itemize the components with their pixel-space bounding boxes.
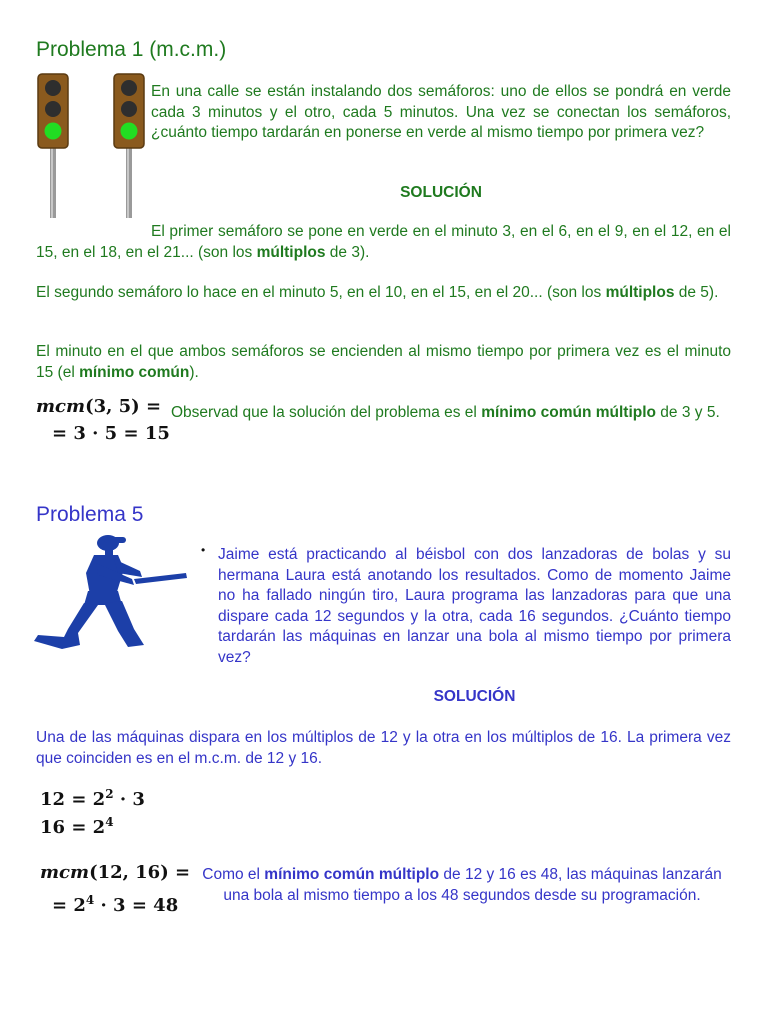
problem5-factorization-16: $16 = 2^4$ [40, 815, 114, 838]
problem5-formula-line2: = $2^4 \cdot 3 = 48$ [52, 893, 179, 916]
problem1-solution-label: SOLUCIÓN [400, 184, 482, 201]
problem5-formula-line1: mcm(12, 16) = [40, 862, 191, 883]
baseball-batter-icon [34, 533, 190, 651]
problem1-paragraph3: El minuto en el que ambos semáforos se encienden al mismo tiempo por primera vez es el minuto 15 (el mínimo común). [36, 343, 731, 381]
problem1-observation: Observad que la solución del problema es el mínimo común múltiplo de 3 y 5. [171, 404, 720, 421]
problem1-title: Problema 1 (m.c.m.) [36, 38, 227, 61]
traffic-light-icon [36, 72, 72, 218]
problem5-title: Problema 5 [36, 503, 144, 526]
bullet-marker: • [201, 543, 206, 557]
problem5-conclusion: Como el mínimo común múltiplo de 12 y 16 es 48, las máquinas lanzarán una bola al mismo tiempo a los 48 segundos desde su programación. [202, 866, 722, 904]
problem5-statement: Jaime está practicando al béisbol con dos lanzadoras de bolas y su hermana Laura está anotando los resultados. Como de momento Jaime no ha fallado ningún tiro, Laura programa las lanzadoras para que una dispare cada 12 segundos y la otra, cada 16 segundos. ¿Cuánto tiempo tardarán las máquinas en lanzar una bola al mismo tiempo por primera vez? [218, 546, 731, 666]
problem5-paragraph1: Una de las máquinas dispara en los múltiplos de 12 y la otra en los múltiplos de 16. La primera vez que coinciden es en el m.c.m. de 12 y 16. [36, 729, 731, 767]
problem1-formula-line2: = 3 · 5 = 15 [52, 423, 170, 444]
problem5-solution-label: SOLUCIÓN [433, 688, 516, 705]
problem1-formula-line1: mcm(3, 5) = [36, 396, 162, 417]
problem5-factorization-12: $12 = 2^2 \cdot 3$ [40, 787, 145, 810]
problem1-paragraph2: El segundo semáforo lo hace en el minuto 5, en el 10, en el 15, en el 20... (son los múltiplos de 5). [36, 284, 719, 301]
problem1-statement: En una calle se están instalando dos semáforos: uno de ellos se pondrá en verde cada 3 minutos y el otro, cada 5 minutos. Una vez se conectan los semáforos, ¿cuánto tiempo tardarán en ponerse en verde al mismo tiempo por primera vez? [151, 83, 731, 141]
traffic-light-icon [112, 72, 148, 218]
problem1-paragraph1: El primer semáforo se pone en verde en el minuto 3, en el 6, en el 9, en el 12, en el 15, en el 18, en el 21... (son los múltiplos de 3). [36, 223, 731, 261]
